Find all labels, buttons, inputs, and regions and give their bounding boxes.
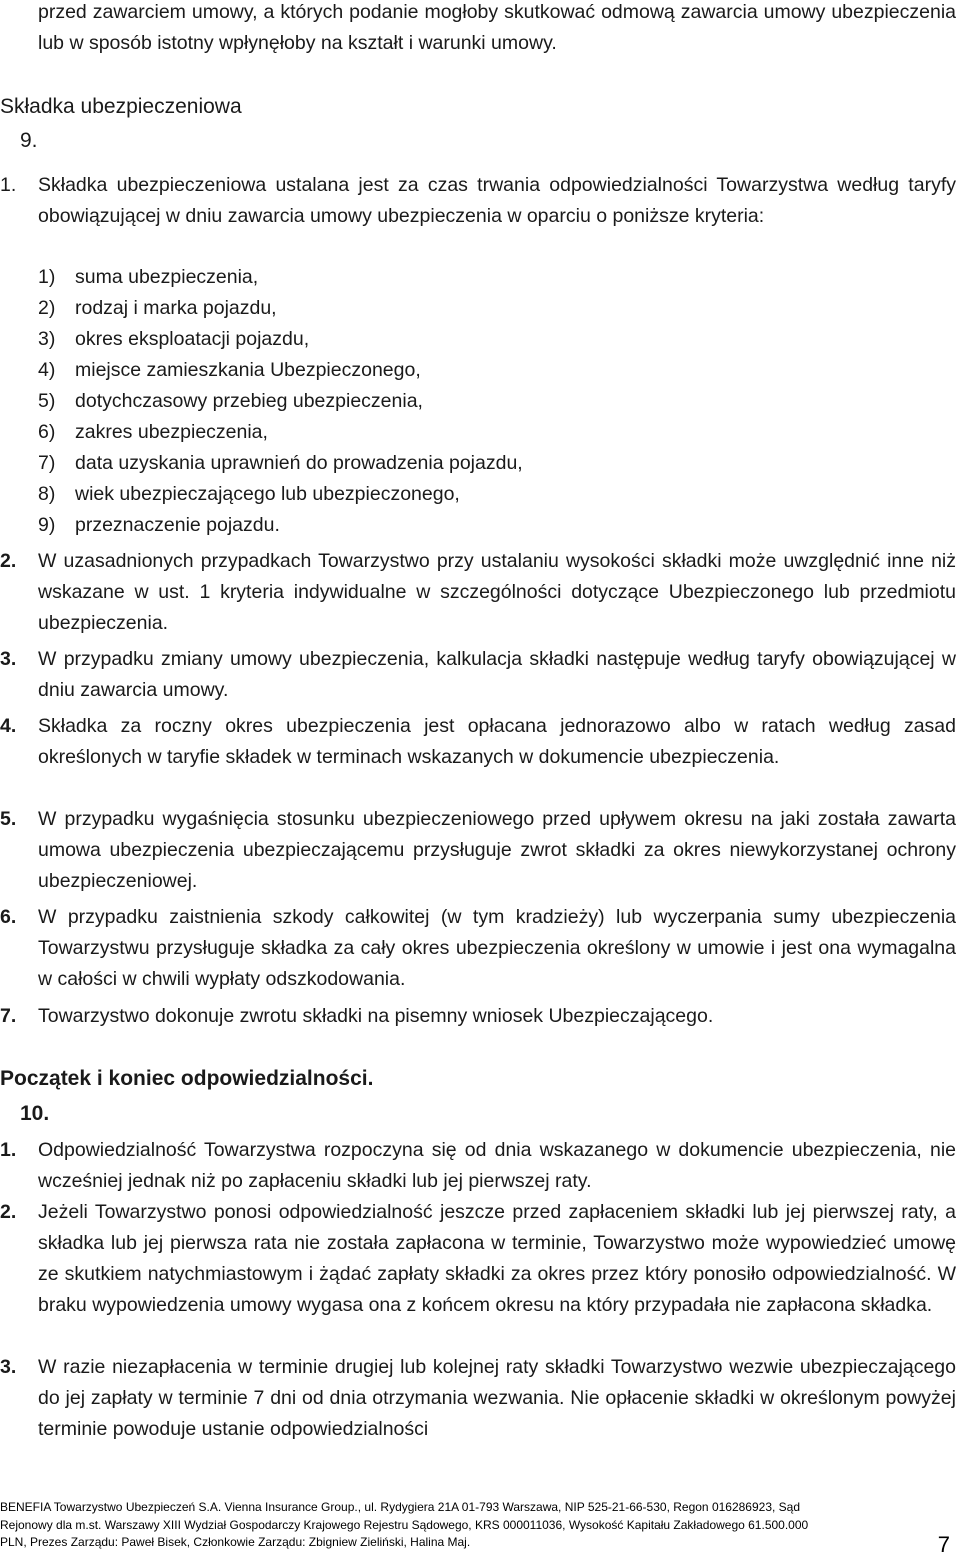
criteria-item: 1) suma ubezpieczenia, <box>38 266 259 288</box>
paragraph-10-2 <box>0 1197 956 1321</box>
intro-continuation: przed zawarciem umowy, a których podanie mogłoby skutkować odmową zawarcia umowy ubezpieczenia lub w sposób istotny wpłynęłoby na kształt i warunki umowy. <box>38 1 956 54</box>
paragraph-number: 3. <box>0 648 17 670</box>
paragraph-number: 2. <box>0 550 17 572</box>
paragraph-text: Składka ubezpieczeniowa ustalana jest za czas trwania odpowiedzialności Towarzystwa według taryfy obowiązującej w dniu zawarcia umowy ubezpieczenia w oparciu o poniższe kryteria: <box>38 174 956 227</box>
paragraph-9-7 <box>0 1001 956 1032</box>
criteria-item: 2) rodzaj i marka pojazdu, <box>38 297 277 319</box>
paragraph-text: W przypadku zaistnienia szkody całkowitej (w tym kradzieży) lub wyczerpania sumy ubezpieczenia Towarzystwu przysługuje składka za cały okres ubezpieczenia określony w umowie i jest ona wymagalna w całości w chwili wypłaty odszkodowania. <box>38 906 956 990</box>
paragraph-text: W uzasadnionych przypadkach Towarzystwo przy ustalaniu wysokości składki może uwzględnić inne niż wskazane w ust. 1 kryteria indywidualne w szczególności dotyczące Ubezpieczonego lub przedmiotu ubezpieczenia. <box>38 550 956 634</box>
paragraph-number: 1. <box>0 1139 17 1161</box>
section-number-9: 9. <box>20 129 38 152</box>
criteria-item: 5) dotychczasowy przebieg ubezpieczenia, <box>38 390 423 412</box>
paragraph-text: W razie niezapłacenia w terminie drugiej lub kolejnej raty składki Towarzystwo wezwie ubezpieczającego do jej zapłaty w terminie 7 dni od dnia otrzymania wezwania. Nie opłacenie składki w określonym powyżej terminie powoduje ustanie odpowiedzialności <box>38 1356 956 1440</box>
paragraph-9-4 <box>0 711 956 773</box>
paragraph-9-2 <box>0 546 956 639</box>
paragraph-text: Jeżeli Towarzystwo ponosi odpowiedzialność jeszcze przed zapłaceniem składki lub jej pierwszej raty, a składka lub jej pierwsza rata nie została zapłacona w terminie, Towarzystwo może wypowiedzieć umowę ze skutkiem natychmiastowym i żądać zapłaty składki za okres przez który ponosiło odpowiedzialność. W braku wypowiedzenia umowy wygasa ona z końcem okresu na który przypadała nie zapłacona składka. <box>38 1201 956 1316</box>
criteria-item: 9) przeznaczenie pojazdu. <box>38 514 280 536</box>
footer-line: Rejonowy dla m.st. Warszawy XIII Wydział Gospodarczy Krajowego Rejestru Sądowego, KRS 000011036, Wysokość Kapitału Zakładowego 61.500.000 <box>0 1517 809 1532</box>
criteria-item: 4) miejsce zamieszkania Ubezpieczonego, <box>38 359 421 381</box>
criteria-item: 7) data uzyskania uprawnień do prowadzenia pojazdu, <box>38 452 523 474</box>
section-number-10: 10. <box>20 1102 50 1125</box>
paragraph-9-1 <box>0 170 956 232</box>
criteria-item: 6) zakres ubezpieczenia, <box>38 421 268 443</box>
paragraph-9-3 <box>0 644 956 706</box>
paragraph-text: Składka za roczny okres ubezpieczenia jest opłacana jednorazowo albo w ratach według zasad określonych w taryfie składek w terminach wskazanych w dokumencie ubezpieczenia. <box>38 715 956 768</box>
page-number: 7 <box>937 1532 950 1557</box>
paragraph-number: 2. <box>0 1201 17 1223</box>
paragraph-9-6 <box>0 902 956 995</box>
footer-line: PLN, Prezes Zarządu: Paweł Bisek, Członkowie Zarządu: Zbigniew Zieliński, Halina Maj. <box>0 1535 471 1549</box>
paragraph-number: 7. <box>0 1005 17 1027</box>
footer-line: BENEFIA Towarzystwo Ubezpieczeń S.A. Vienna Insurance Group., ul. Rydygiera 21A 01-793 Warszawa, NIP 525-21-66-530, Regon 016286923, Sąd <box>0 1500 801 1514</box>
paragraph-number: 1. <box>0 174 17 196</box>
paragraph-10-1 <box>0 1135 956 1197</box>
paragraph-text: W przypadku wygaśnięcia stosunku ubezpieczeniowego przed upływem okresu na jaki została zawarta umowa ubezpieczenia ubezpieczającemu przysługuje zwrot składki za okres niewykorzystanej ochrony ubezpieczeniowej. <box>38 808 956 892</box>
paragraph-text: Towarzystwo dokonuje zwrotu składki na pisemny wniosek Ubezpieczającego. <box>38 1005 714 1027</box>
page-footer <box>0 1499 930 1552</box>
paragraph-10-3 <box>0 1352 956 1445</box>
criteria-item: 8) wiek ubezpieczającego lub ubezpieczonego, <box>38 483 460 505</box>
paragraph-number: 6. <box>0 906 17 928</box>
section-heading-liability: Początek i koniec odpowiedzialności. <box>0 1067 374 1090</box>
paragraph-9-5 <box>0 804 956 897</box>
paragraph-text: W przypadku zmiany umowy ubezpieczenia, kalkulacja składki następuje według taryfy obowiązującej w dniu zawarcia umowy. <box>38 648 956 701</box>
paragraph-number: 5. <box>0 808 17 830</box>
paragraph-text: Odpowiedzialność Towarzystwa rozpoczyna się od dnia wskazanego w dokumencie ubezpieczenia, nie wcześniej jednak niż po zapłaceniu składki lub jej pierwszej raty. <box>38 1139 956 1192</box>
paragraph-number: 4. <box>0 715 17 737</box>
criteria-item: 3) okres eksploatacji pojazdu, <box>38 328 310 350</box>
section-heading-premium: Składka ubezpieczeniowa <box>0 95 242 118</box>
paragraph-number: 3. <box>0 1356 17 1378</box>
